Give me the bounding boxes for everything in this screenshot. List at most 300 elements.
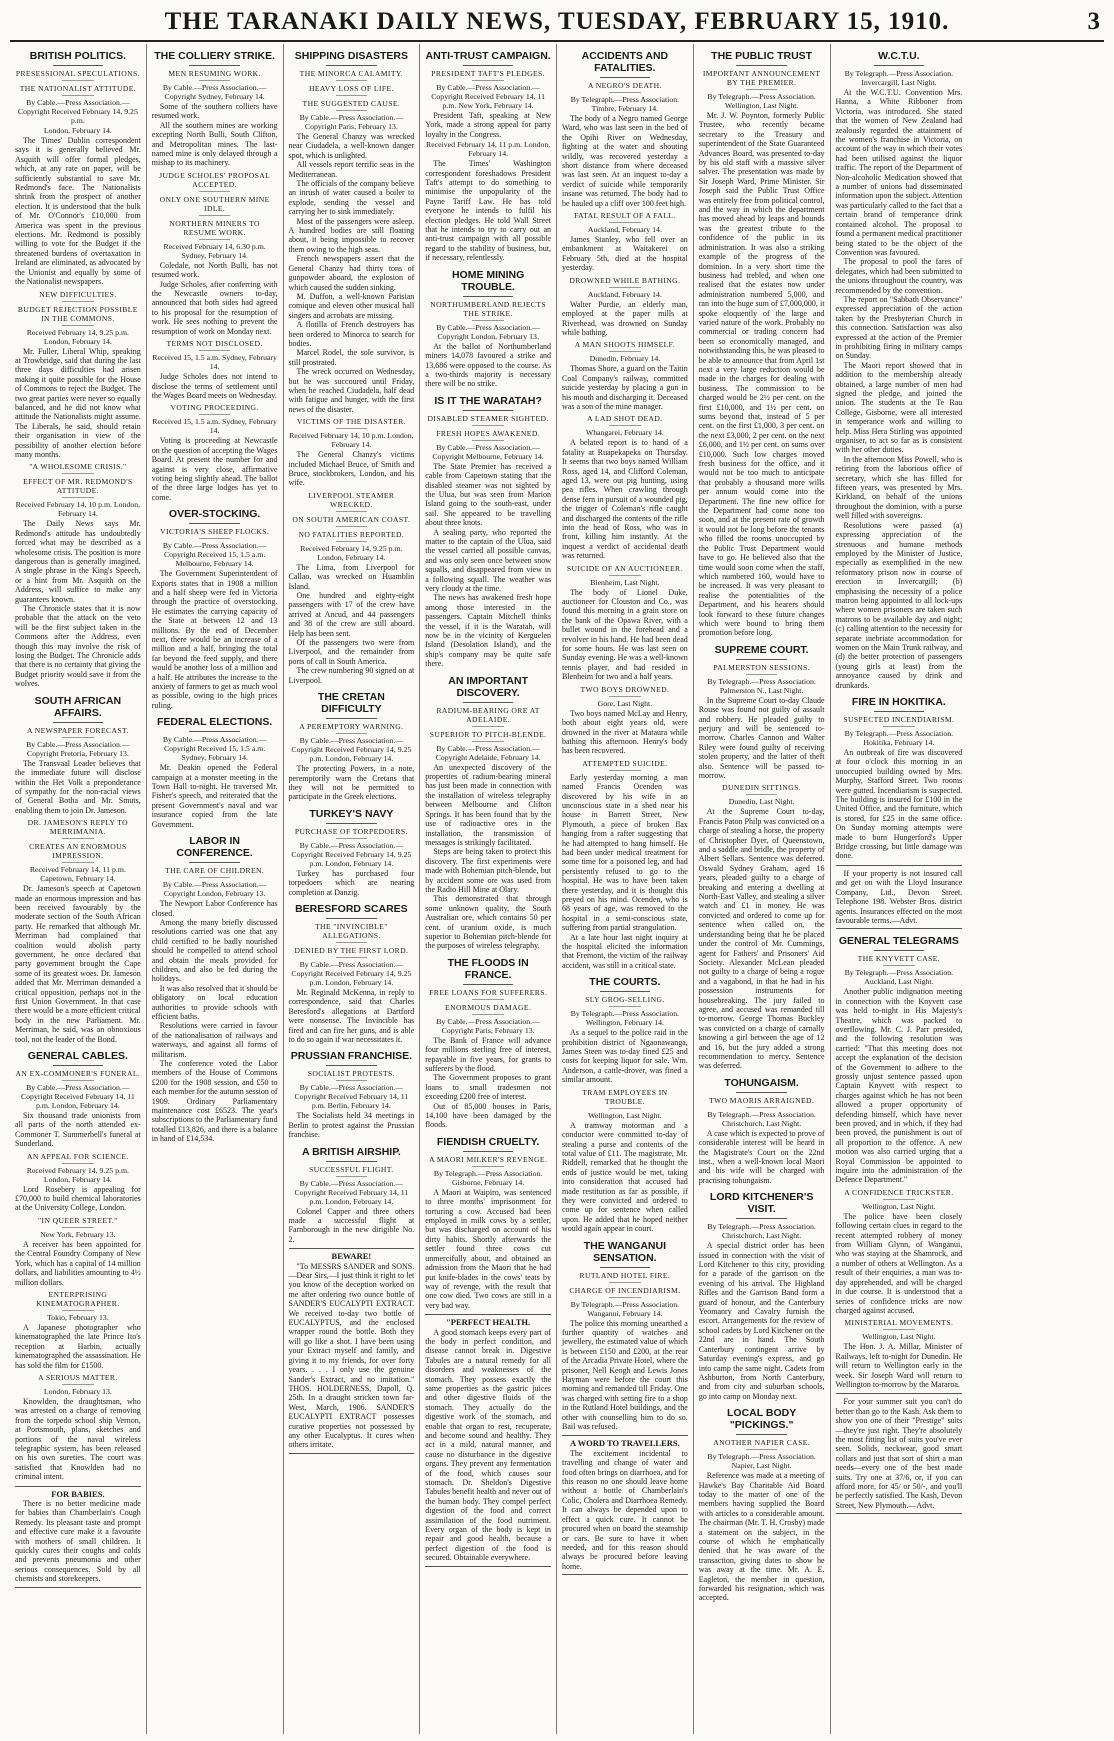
article-paragraph: Turkey has purchased four torpedoers which are nearing completion at Danzig. xyxy=(288,868,415,897)
article-headline: ACCIDENTS AND FATALITIES. xyxy=(581,50,669,74)
article-paragraph: The Government Superintendent of Exports states that in 1908 a million and a half sheep were fed in Victoria through the practice of overstocking. He estimates the carrying capacity of the State at between 12 and 13 millions. By the end of December next, there would be an increase of a million and a half, bringing the total far beyond the feed supply, and there would be another loss of a million and a half. He attributes the increase to the anxiety of farmers to get as much wool as possible, owing to the high prices ruling. xyxy=(151,569,278,710)
article-subheading: A LAD SHOT DEAD. xyxy=(587,414,663,424)
dateline: By Cable.—Press Association.—Copyright Received February 14, 11 p.m. New York, February 14. xyxy=(431,83,546,110)
headline-divider xyxy=(736,65,786,66)
article xyxy=(836,935,963,1514)
dateline: Received February 14, 9.25 p.m. London, February 14. xyxy=(300,543,403,562)
article-paragraph: The Times' Dublin correspondent says it is generally believed Mr. Asquith will offer formal pledges, which, at any rate on paper, will be sufficiently substantial to save Mr. Redmond's face. The Nationalists shrink from the prospect of another election. It is understood that the bulk of Mr. O'Connor's £10,000 from America was spent in the previous elections. Mr. Redmond is possibly willing to vote for the Budget if the threatened burdens of overtaxation in Ireland are eliminated, as advocated by the Unionist and equally by some of the Nationalist newspapers. xyxy=(15,136,141,287)
subheading-divider xyxy=(199,239,230,240)
headline-divider xyxy=(189,523,239,524)
article-subheading: THE "INVINCIBLE" ALLEGATIONS. xyxy=(315,921,388,940)
headline-divider xyxy=(326,65,376,66)
subheading-divider xyxy=(336,942,367,943)
dateline: By Cable.—Press Association.—Copyright Sydney, February 14. xyxy=(162,83,267,101)
headline-divider xyxy=(463,65,513,66)
article-subheading: NO FATALITIES REPORTED. xyxy=(298,529,405,539)
article-headline: GENERAL TELEGRAMS xyxy=(838,935,959,948)
subheading-divider xyxy=(62,473,93,474)
article-paragraph: The report on "Sabbath Observance" expressed appreciation of the action taken by the Presbyterian Church in this connection. Satisfaction was also expressed at the action of the Premier in prohibiting firing in military camps on Sunday. xyxy=(835,294,963,361)
article-subheading: A NEGRO'S DEATH. xyxy=(587,81,662,90)
article-subheading: A CONFIDENCE TRICKSTER. xyxy=(844,1187,954,1197)
article-subheading: FREE LOANS FOR SUFFERERS. xyxy=(429,987,548,997)
article-paragraph: At the ballot of Northumberland miners 14,078 favoured a strike and 13,686 were opposed to the course. As a two-thirds majority is necessary there will be no strike. xyxy=(425,341,551,389)
article-paragraph: A tramway motorman and a conductor were committed to-day of stealing a purse and contents of the total value of £11. The magistrate, Mr. Riddell, remarked that he thought the ends of justice would be met, taking into consideration that accused had made restitution as far as possible, if they were convicted and ordered to come up for sentence when called upon. He added that he hoped neither would again appear in court. xyxy=(562,1120,688,1234)
article xyxy=(152,716,278,829)
dateline: By Cable.—Press Association.—Copyright Received February 14, 9.25 p.m. xyxy=(17,98,138,125)
article-subheading: SUCCESSFUL FLIGHT. xyxy=(309,1164,394,1174)
newspaper-column xyxy=(557,44,694,1734)
subheading-divider xyxy=(746,794,777,795)
article-headline: FIENDISH CRUELTY. xyxy=(436,1135,540,1148)
article-subheading: SUPERIOR TO PITCH-BLENDE. xyxy=(429,729,547,739)
article-paragraph: Marcel Rodel, the sole survivor, is still prostrated. xyxy=(288,348,415,367)
dateline: By Cable.—Press Association.—Copyright Received February 14, 11 p.m. London, February 14. xyxy=(294,1178,409,1206)
article xyxy=(289,1050,415,1139)
subheading-divider xyxy=(336,428,367,429)
dateline: By Cable.—Press Association.—Copyright Received 15, 1.5 a.m. Sydney, February 14. xyxy=(162,735,267,763)
article-paragraph: Judge Scholes does not intend to disclose the terms of settlement until the Wages Board meets on Wednesday. xyxy=(151,372,278,400)
headline-divider xyxy=(53,65,103,66)
article-paragraph: The conference voted the Labor members of the House of Commons £200 for the 1908 session, and £50 to each member for the autumn session of 1909. Ordinary Parliamentary maintenance cost £6523. The year's subscriptions to the Parliamentary fund totalled £13,826, and there is a balance in hand of £14,534. xyxy=(151,1059,278,1144)
article-subheading: "IN QUEER STREET." xyxy=(38,1215,118,1225)
article-subheading: PRESESSIONAL SPECULATIONS. xyxy=(15,69,140,78)
article-headline: ANTI-TRUST CAMPAIGN. xyxy=(425,50,551,62)
article-paragraph: A sealing party, who reported the matter to the captain of the Ulua, said the vessel carried all possible canvas, and was only seen once between snow squalls, and disappeared from view in a following squall. The weather was very cloudy at the time. xyxy=(425,527,551,593)
article xyxy=(289,1146,415,1454)
headline-divider xyxy=(463,296,513,297)
article-subheading: DISABLED STEAMER SIGHTED. xyxy=(427,413,549,423)
article-paragraph: The Hon. J. A. Millar, Minister of Railways, left to-night for Dunedin. He will return to Wellington early in the week. Sir Joseph Ward will return to Wellington to-morrow by the Mararoa. xyxy=(835,1342,963,1389)
article-paragraph: Thomas Shore, a guard on the Taitin Coal Company's railway, committed suicide yesterday by placing a gun in his mouth and discharging it. Deceased was a son of the mine manager. xyxy=(562,364,688,411)
article-headline: FEDERAL ELECTIONS. xyxy=(156,716,273,729)
headline-divider xyxy=(736,1092,786,1093)
dateline: By Cable.—Press Association.—Copyright Received February 14, 9.25 p.m. London, February 14. xyxy=(291,840,412,868)
dateline: Wellington, Last Night. xyxy=(862,1201,936,1211)
article-paragraph: The Bank of France will advance four millions sterling free of interest, repayable in five years, for grants to sufferers by the flood. xyxy=(425,1035,551,1073)
article-paragraph: The Newport Labor Conference has closed. xyxy=(151,899,278,918)
subheading-divider xyxy=(62,325,93,326)
advertisement xyxy=(289,1248,415,1454)
article-paragraph: The police have been closely following certain clues in regard to the recent attempted robbery of money from William Glynn, of Wanganui, who was staying at the Shamrock, and a number of others at Wellington. As a result of their enquiries, a man was to-day apprehended, and will be charged in due course. It is understood that a series of confidence tricks are now charged against accused. xyxy=(835,1211,963,1315)
page-number: 3 xyxy=(1087,8,1100,35)
article xyxy=(425,675,551,951)
article-subheading: PALMERSTON SESSIONS. xyxy=(713,662,810,672)
article-subheading: NEW DIFFICULTIES. xyxy=(39,289,117,299)
article-paragraph: An unexpected discovery of the properties of radium-bearing mineral has just been made in connection with the installation of wireless telegraphy between Melbourne and Clifton Springs. It has been found that by the use of radioactive ores in the installation, the transmission of messages is strikingly facilitated. xyxy=(425,762,551,847)
dateline: Dunedin, February 14. xyxy=(589,354,661,364)
dateline: Received February 14, 9.25 p.m. London, February 14. xyxy=(26,1165,129,1184)
article-headline: BERESFORD SCARES xyxy=(295,902,408,915)
article-subheading: VICTIMS OF THE DISASTER. xyxy=(296,417,406,427)
article xyxy=(152,508,278,710)
article-subheading: SOCIALIST PROTESTS. xyxy=(307,1069,395,1079)
subheading-divider xyxy=(336,1080,367,1081)
subheading-divider xyxy=(336,541,367,542)
article-paragraph: Among the many briefly discussed resolutions carried was one that any child certified to be badly nourished should be compelled to attend school and obtain the meals provided for children, and also be fed during the holidays. xyxy=(151,917,278,984)
article-headline: LORD KITCHENER'S VISIT. xyxy=(709,1191,814,1216)
headline-divider xyxy=(326,918,376,919)
subheading-divider xyxy=(336,838,367,839)
subheading-divider xyxy=(336,957,367,958)
article-subheading: SUICIDE OF AN AUCTIONEER. xyxy=(566,563,683,573)
dateline: By Telegraph.—Press Association. Christchurch, Last Night. xyxy=(707,1222,816,1241)
headline-divider xyxy=(736,1218,786,1219)
article-paragraph: Voting is proceeding at Newcastle on the question of accepting the Wages Board. At present the number for and against is very close, affirmative voting being slightly ahead. The ballot of the three large lodges has yet to come. xyxy=(151,436,278,502)
article xyxy=(425,50,551,263)
article-paragraph: The police this morning unearthed a further quantity of watches and jewellery, the estimated value of which is between £150 and £200, at the rear of the Arcadia Private Hotel, where the prisoner, Nell Keogh and Lewis Jones Hayman were before the court this morning and remanded till Friday. One was charged with setting fire to a shop in the Rutland Hotel buildings, and the other with counselling him to do so. Bail was refused. xyxy=(562,1318,688,1432)
article-paragraph: At the Supreme Court to-day, Francis Paton Philp was convicted on a charge of stealing a horse, the property of Christopher Dyer, of Queenstown, and a saddle and bridle, the property of Albert Sellars. Sentence was deferred. Oswald Sydney Graham, aged 16 years, pleaded guilty to a charge of breaking and entering a dwelling at North-East Valley, and stealing a silver watch and £1 in money. He was convicted and ordered to come up for sentence when called on, the understanding being that he be placed under the control of Mr. Cummings, agent for Fathers' and Prisoners' Aid Society. Alexander McLean pleaded not guilty to a charge of being a rogue and a vagabond, in that he had in his possession instruments for housebreaking. The jury failed to agree, and accused was remanded till to-morrow. George Thomas Buckley was convicted on a charge of carnally knowing a girl between the age of 12 and 16, but the jury added a strong recommendation to mercy. Sentence was deferred. xyxy=(698,807,825,1071)
article-paragraph: Knowlden, the draughtsman, who was arrested on a charge of removing from the torpedo school ship Vernon, at Portsmouth, plans, sketches and portions of the naval wireless telegraphic system, has been released on his own sureties. The court was satisfied that Knowlden had no criminal intent. xyxy=(15,1396,141,1482)
dateline: Received February 14, 6.30 p.m. Sydney, February 14. xyxy=(163,241,266,260)
article-paragraph: Steps are being taken to protect this discovery. The first experiments were made with Bohemian pitch-blende, but by accident some ore was used from the Radio Hill Mine at Olary. xyxy=(425,847,551,894)
subheading-divider xyxy=(472,726,503,727)
article-paragraph: The body of a Negro named George Ward, who was last seen in the bed of the Opihi River on Wednesday, fighting at the water and shouting wildly, was recovered yesterday a short distance from where deceased was last seen. At an inquest to-day a verdict of suicide while temporarily insane was returned. The body had to be hauled up a cliff over 100 feet high. xyxy=(562,114,688,208)
article-subheading: FRESH HOPES AWAKENED. xyxy=(436,428,541,438)
dateline: By Telegraph.—Press Association. Wellington, Last Night. xyxy=(707,92,816,110)
dateline: Received February 14, 10 p.m. London, February 14. xyxy=(289,431,414,450)
dateline: Received 15, 1.5 a.m. Sydney, February 14. xyxy=(152,417,277,436)
article-paragraph: Some of the southern colliers have resumed work. xyxy=(151,102,278,121)
article-subheading: ONLY ONE SOUTHERN MINE IDLE. xyxy=(159,194,270,213)
dateline: By Telegraph.—Press Association. Timbre, February 14. xyxy=(570,95,680,113)
subheading-divider xyxy=(62,737,93,738)
article xyxy=(836,50,963,690)
article-paragraph: The Times' Washington correspondent foreshadows President Taft's attempt to do something to minimise the unpopularity of the Payne Tariff Law. He has told everyone he intends to fulfil his election pledges. He told Wall Street that he intends to try to carry out an anti-trust campaign with all possible regard to the stability of business, but, if necessary, relentlessly. xyxy=(425,159,551,263)
subheading-divider xyxy=(199,191,230,192)
article-paragraph: Coledale, not North Bulli, has not resumed work. xyxy=(151,260,278,280)
article-headline: HOME MINING TROUBLE. xyxy=(451,268,525,293)
article-headline: LOCAL BODY "PICKINGS." xyxy=(727,1407,797,1432)
article-subheading: AN APPEAL FOR SCIENCE. xyxy=(26,1151,129,1161)
headline-divider xyxy=(326,718,376,719)
article-subheading: HEAVY LOSS OF LIFE. xyxy=(308,84,394,93)
article xyxy=(699,1407,825,1603)
article xyxy=(15,50,141,689)
subheading-divider xyxy=(746,89,777,90)
subheading-divider xyxy=(609,287,640,288)
article-paragraph: A case which is expected to prove of considerable interest will be heard in the Magistrate's Court on the 22nd inst., when a well-known local Maori and his wife will be charged with practising tohungaism. xyxy=(698,1128,825,1185)
headline-divider xyxy=(463,702,513,703)
article-headline: SHIPPING DISASTERS xyxy=(294,50,408,62)
article-subheading: PRESIDENT TAFT'S PLEDGES. xyxy=(431,69,545,78)
advertisement xyxy=(425,1314,551,1567)
article-paragraph: The Chronicle states that it is now probable that the attack on the veto will be the first subject taken in the Commons after the Address, even though this may involve the risk of losing the Budget. The Chronicle adds that there is no certainty that giving the Budget priority would save it from the wolves. xyxy=(15,604,141,689)
article-subheading: EFFECT OF MR. REDMOND'S ATTITUDE. xyxy=(23,477,133,496)
newspaper-column xyxy=(420,44,557,1734)
dateline: Received February 14, 10 p.m. London, February 14. xyxy=(15,500,141,519)
article-paragraph: It was also resolved that it should be obligatory on local education authorities to provide schools with efficient baths. xyxy=(151,983,278,1021)
article-headline: SOUTH AFRICAN AFFAIRS. xyxy=(34,694,122,719)
article xyxy=(836,696,963,929)
headline-divider xyxy=(326,1065,376,1066)
subheading-divider xyxy=(609,1006,640,1007)
dateline: By Telegraph.—Press Association. Invercargill, Last Night. xyxy=(844,69,954,87)
article-subheading: DROWNED WHILE BATHING. xyxy=(569,275,681,285)
dateline: Tokio, February 13. xyxy=(46,1312,109,1322)
dateline: By Cable.—Press Association.—Copyright Adelaide, February 14. xyxy=(435,743,541,762)
article-subheading: THE CARE OF CHILDREN. xyxy=(165,866,265,876)
subheading-divider xyxy=(883,1329,915,1330)
article-headline: LABOR IN CONFERENCE. xyxy=(176,835,253,860)
article xyxy=(699,1077,825,1185)
subheading-divider xyxy=(609,575,640,576)
article-paragraph: French newspapers assert that the General Chanzy had thirty tons of gunpowder aboard, the explosion of which caused the sudden sinking. xyxy=(288,254,415,292)
advertisement-title: FOR BABIES. xyxy=(51,1488,105,1499)
subheading-divider xyxy=(62,1227,93,1228)
article-paragraph: President Taft, speaking at New York, made a strong appeal for party loyalty in the Congress. xyxy=(425,111,551,139)
dateline: By Cable.—Press Association.—Copyright Paris, February 13. xyxy=(436,1016,540,1035)
headline-divider xyxy=(874,950,925,951)
article xyxy=(425,1136,551,1567)
headline-divider xyxy=(189,862,239,863)
subheading-divider xyxy=(472,320,503,321)
advertisement xyxy=(15,1486,141,1588)
dateline: By Telegraph.—Press Association. Christchurch, Last Night. xyxy=(707,1109,816,1128)
dateline: By Cable.—Press Association.—Copyright Received 15, 1.5 a.m. Melbourne, February 14. xyxy=(162,541,267,569)
subheading-divider xyxy=(199,215,230,216)
headline-divider xyxy=(874,711,925,712)
article-paragraph: The Government proposes to grant loans to small tradesmen not exceeding £200 free of interest. xyxy=(425,1073,551,1102)
headline-divider xyxy=(736,659,786,660)
article-subheading: RUTLAND HOTEL FIRE. xyxy=(579,1270,671,1280)
subheading-divider xyxy=(336,733,367,734)
article-subheading: ANOTHER NAPIER CASE. xyxy=(713,1438,811,1448)
article-paragraph: Another public indignation meeting in connection with the Knyvett case was held to-night in His Majesty's Theatre, which was packed to overflowing. Mr. C. J. Parr presided, and the following resolution was carried: "That this meeting does not accept the explanation of the decision of the Government to adhere to the grossly unjust sentence passed upon Captain Knyvett with respect to charges against which he has not been allowed a proper opportunity of defending himself, which have never been proved, and in which, if they had been proved, the punishment is out of all proportion to the offence. A new motion was also carried urging that a Royal Commission be appointed to inquire into the administration of the Defence Department." xyxy=(835,987,963,1185)
article-paragraph: Colonel Capper and three others made a successful flight at Farnborough in the new dirigible No. 2. xyxy=(288,1206,415,1244)
article-paragraph: The news has awakened fresh hope among those interested in the passengers. Captain Mitchell thinks the vessel, if it is the Waratah, will now be in the vicinity of Kerguelen Island (Desolation Island), and the ship's company may be quite safe there. xyxy=(425,593,551,669)
subheading-divider xyxy=(199,414,230,415)
advertisement-text: "To MESSRS SANDER and SONS.—Dear Sirs,—I just think it right to let you know of the deception worked on me after ordering two ounce bottle of SANDER'S EUCALYPTI EXTRACT. We received to-day two bottle of EUCALYPTUS, and the enclosed wrapper round the bottle. Both they will go like a shot. I have been using your Extract myself and family, and giving it to my friends, for over forty years. . . . I only use the genuine Sander's Extract, and no imitation." THOS. HOLDERNESS, Dapoll, Q. 25th. In a draught stricken town far-West, March, 1906. SANDER'S EUCALYPTI EXTRACT possesses curative properties not possessed by any other Eucalyptus. It cures when others irritate. xyxy=(288,1261,415,1450)
article-paragraph: James Stanley, who fell over an embankment at Waitakerei on February 5th, died at the hospital yesterday. xyxy=(562,235,688,273)
article xyxy=(425,269,551,389)
article-headline: THE COURTS. xyxy=(589,976,661,989)
article-headline: TURKEY'S NAVY xyxy=(309,807,394,820)
newspaper-column xyxy=(694,44,831,1734)
advertisement-text: For your summer suit you can't do better than go to the Kash. Ask them to show you one of their "Prestige" suits—they're just right. They're absolutely the most fitting list of suits you've ever seen. Solids, neckwear, good smart collars and just that sort of shirt a man needs—every one of the best made suits. Try one at 37/6, or, if you can afford more, for 45/ or 50/-, and you'll be perfectly satisfied. The Kash, Devon Street, New Plymouth.—Advt. xyxy=(835,1397,963,1510)
article xyxy=(425,957,551,1130)
subheading-divider xyxy=(609,696,640,697)
article-subheading: ON SOUTH AMERICAN COAST. xyxy=(292,514,411,524)
newspaper-column xyxy=(147,44,284,1734)
article xyxy=(289,903,415,1044)
article xyxy=(562,976,688,1233)
headline-divider xyxy=(53,1065,103,1066)
dateline: By Telegraph.—Press Association. Auckland, Last Night. xyxy=(844,968,954,987)
headline-divider xyxy=(189,731,239,732)
article-paragraph: All the southern mines are working excepting North Bulli, South Clifton, and Metropolitan mines. The last-named mine is only delayed through a mishap to its machinery. xyxy=(151,120,278,168)
article-paragraph: The protecting Powers, in a note, peremptorily warn the Cretans that they will not be permitted to participate in the Greek elections. xyxy=(288,764,415,802)
subheading-divider xyxy=(883,726,915,727)
dateline: New York, February 13. xyxy=(40,1229,116,1239)
subheading-divider xyxy=(472,1166,503,1167)
article-headline: THE FLOODS IN FRANCE. xyxy=(447,956,529,981)
article-paragraph: The Socialists held 34 meetings in Berlin to protest against the Prussian franchise. xyxy=(288,1111,415,1140)
dateline: Received 15, 1.5 a.m. Sydney, February 14. xyxy=(152,353,277,372)
article xyxy=(562,1240,688,1576)
article-subheading: THE SUGGESTED CAUSE. xyxy=(302,99,401,108)
newspaper-title: THE TARANAKI DAILY NEWS, TUESDAY, FEBRUARY 15, 1910. xyxy=(164,8,950,35)
dateline: By Cable.—Press Association.—Copyright Received February 14, 11 p.m. London, February 14. xyxy=(20,1083,135,1111)
subheading-divider xyxy=(609,1282,640,1283)
article-headline: SUPREME COURT. xyxy=(714,643,809,656)
article-paragraph: In the Supreme Court to-day Claude Rouse was found not guilty of assault and robbery. He pleaded guilty to perjury and will be sentenced to-morrow. Charles Cannon and Walter Riley were found guilty of receiving stolen property, and the latter of theft also. Sentence will be passed to-morrow. xyxy=(698,695,825,780)
article-paragraph: Mr. Reginald McKenna, in reply to correspondence, said that Charles Beresford's allegations at Dartford were nonsense. The Invincible has fired and can fire her guns, and is able to do so again if war necessitates it. xyxy=(288,987,415,1044)
dateline: London, February 14. xyxy=(43,126,112,135)
advertisement xyxy=(836,865,963,929)
subheading-divider xyxy=(609,1108,640,1109)
article-subheading: VICTORIA'S SHEEP FLOCKS. xyxy=(160,527,270,537)
subheading-divider xyxy=(609,92,640,93)
dateline: Blenheim, Last Night. xyxy=(590,577,660,587)
advertisement-title: BEWARE! xyxy=(331,1251,372,1262)
article-subheading: CREATES AN ENORMOUS IMPRESSION. xyxy=(29,842,127,861)
article-headline: AN IMPORTANT DISCOVERY. xyxy=(448,674,528,699)
article-subheading: VOTING PROCEEDING. xyxy=(170,403,259,413)
subheading-divider xyxy=(199,538,230,539)
article-paragraph: In the afternoon Miss Powell, who is retiring from the laborious office of secretary, which she has filled for fifteen years, was presented by Mrs. Kirkland, on behalf of the unions throughout the dominion, with a purse well filled with sovereigns. xyxy=(835,454,963,521)
dateline: Wellington, Last Night. xyxy=(862,1332,936,1342)
article-subheading: JUDGE SCHOLES' PROPOSAL ACCEPTED. xyxy=(159,170,271,189)
article-headline: FIRE IN HOKITIKA. xyxy=(851,696,946,708)
article-subheading: "A WHOLESOME CRISIS." xyxy=(29,462,127,472)
article-subheading: SUSPECTED INCENDIARISM. xyxy=(843,715,955,724)
article-subheading: ATTEMPTED SUICIDE. xyxy=(582,758,668,768)
article-subheading: PURCHASE OF TORPEDOERS. xyxy=(294,826,408,836)
subheading-divider xyxy=(609,1297,640,1298)
article xyxy=(15,695,141,1044)
dateline: By Telegraph.—Press Association. Gisborne, February 14. xyxy=(433,1168,543,1187)
advertisement-text: There is no better medicine made for babies than Chamberlain's Cough Remedy. Its pleasant taste and prompt and effective cure make it a favourite with mothers of small children. It quickly cures their coughs and colds and prevents pneumonia and other serious consequences. Sold by all chemists and storekeepers. xyxy=(15,1499,141,1584)
subheading-divider xyxy=(336,80,367,81)
advertisement xyxy=(562,1435,688,1575)
article-paragraph: The Maori report showed that in addition to the membership already obtained, a large number of men had signed the pledge, and joined the union. The students at the Te Rau College, Gisborne, were all interested in temperance work and willing to help. Miss Hera Stirling was appointed organiser, to act so far as is consistent with her other duties. xyxy=(835,360,963,455)
article-headline: BRITISH POLITICS. xyxy=(29,50,126,62)
advertisement-title: A WORD TO TRAVELLERS. xyxy=(569,1438,680,1449)
article-subheading: THE NATIONALIST ATTITUDE. xyxy=(19,84,137,93)
article-paragraph: Out of 85,000 houses in Paris, 14,100 have been damaged by the floods. xyxy=(425,1101,551,1130)
subheading-divider xyxy=(62,1163,93,1164)
dateline: By Telegraph.—Press Association. Wellington, February 14. xyxy=(570,1009,680,1028)
article-paragraph: The wreck occurred on Wednesday, but he was succoured until Friday, when he reached Ciudadela, half dead with fatigue and hunger, with the first news of the disaster. xyxy=(288,367,415,414)
subheading-divider xyxy=(883,1199,915,1200)
article-paragraph: A flotilla of French destroyers has been ordered to Minorca to search for bodies. xyxy=(288,320,415,348)
article-headline: A BRITISH AIRSHIP. xyxy=(301,1145,401,1158)
subheading-divider xyxy=(62,497,93,498)
subheading-divider xyxy=(62,1080,93,1081)
subheading-divider xyxy=(336,1176,367,1177)
subheading-divider xyxy=(746,1449,777,1450)
article-subheading: TRAM EMPLOYEES IN TROUBLE. xyxy=(582,1087,668,1106)
article-subheading: MEN RESUMING WORK. xyxy=(168,69,261,78)
subheading-divider xyxy=(62,838,93,839)
dateline: Auckland, February 14. xyxy=(587,225,662,235)
dateline: Whangarei, February 14. xyxy=(585,428,664,438)
dateline: By Cable.—Press Association.—Copyright Melbourne, February 14. xyxy=(432,442,544,461)
article-subheading: DR. JAMESON'S REPLY TO MERRIMANIA. xyxy=(27,818,129,837)
article-paragraph: The officials of the company believe an inrush of water caused a boiler to explode, sending the vessel and carrying her to sink immediately. xyxy=(288,179,415,217)
dateline: By Cable.—Press Association.—Copyright London, February 13. xyxy=(436,322,540,341)
article xyxy=(15,1050,141,1588)
advertisement-title: "PERFECT HEALTH. xyxy=(446,1317,531,1328)
dateline: By Telegraph.—Press Association. Wanganui, February 14. xyxy=(570,1299,680,1318)
article-subheading: A MAN SHOOTS HIMSELF. xyxy=(574,340,675,350)
dateline: Dunedin, Last Night. xyxy=(728,797,795,807)
article-paragraph: Early yesterday morning a man named Francis Ocenden was discovered by his wife in an unconscious state in a shed near his house in Barrett Street, New Plymouth, a piece of broken flax hanging from a rafter suggesting that he had attempted to hang himself. He had been under medical treatment for some time for a poisoned leg, and had persistently refused to go to the hospital. He was to have been taken there yesterday, and it is thought this preyed on his mind. Ocenden, who is 68 years of age, was removed to the hospital in a semi-conscious state, suffering from partial strangulation. xyxy=(562,772,688,933)
dateline: Received February 14, 11 p.m. Capetown, February 14. xyxy=(29,865,126,884)
article xyxy=(562,50,688,970)
dateline: By Cable.—Press Association.—Copyright Received February 14, 9.25 p.m. London, February 14. xyxy=(291,736,412,764)
headline-divider xyxy=(600,991,650,992)
dateline: Wellington, Last Night. xyxy=(588,1110,662,1120)
subheading-divider xyxy=(199,80,230,81)
subheading-divider xyxy=(336,511,367,512)
article-paragraph: At the W.C.T.U. Convention Mrs. Hanna, a White Ribboner from Victoria, was introduced. She stated that the women of New Zealand had zealously regarded the attainment of the women's franchise in Victoria, on account of the way in which their votes had been utilised against the liquor traffic. The report of the Department of Non-alcoholic Medication showed that a number of unions had disseminated information upon the subject. Attention was particularly called to the fact that a certain brand of temperance drink contained alcohol. The proposal to found a permanent medical practitioner being stated to be the object of the Convention was favoured. xyxy=(835,88,963,257)
article-paragraph: Mr. J. W. Poynton, formerly Public Trustee, who recently became secretary to the Treasury and superintendent of the State Guaranteed Advances Board, was presented to-day by his old staff with a massive silver salver. The presentation was made by Sir Joseph Ward, Prime Minister. Sir Joseph said the Public Trust Office was entirely free from political control, and the way in which the department has moved ahead by leaps and bounds was the greatest tribute to the confidence of the public in its administration. It was also a striking example of the progress of the dominion. In a very short time the business had trebled, and when one realised that the estates now under administration numbered 5,000, and ran into the huge sum of £7,000,000, it spoke eloquently of the large and varied nature of the work. Probably no commercial or trading concern had been so economically managed, and notwithstanding this, he was pleased to be able to announce that from April 1st next a very large reduction would be made in the charges for dealing with business. The commission to be charged would be 2½ per cent. on the first £10,000, and 1½ per cent. on sums beyond that, instead of 5 per cent. on the first £1,000, 3 per cent. on the next £3,000, 2 per cent. on the next £6,000, and 1½ per cent. on sums over £10,000. Such low charges moved fresh business for the office, and it would not be too much to anticipate that probably a thousand more wills per annum would come into the Department. The fine new office for the Department had come none too soon, and at the present rate of growth it would not be long before the tenants who filled the rooms unoccupied by the Public Trust Department would have to go. He believed also that the time would soon come when the staff, which numbered 160, would have to be increased. It was very pleasant to realise the potentialities of the Department, and his hearers should look forward to these future changes which were bound to bring them promotion before long. xyxy=(698,111,825,638)
article-subheading: A MAORI MILKER'S REVENGE. xyxy=(429,1154,548,1164)
article-paragraph: A belated report is to hand of a fatality at Ruapekapeka on Thursday. It seems that two boys named William Ross, aged 14, and Clifford Coleman, aged 13, were out pig hunting, using pea rifles. When crawling through dense fern in pursuit of a wounded pig, the trigger of Coleman's rifle caught and discharged the contents of the rifle into the head of Ross, who was in front, killing him instantly. At the inquest a verdict of accidental death was returned. xyxy=(562,438,688,561)
article-paragraph: The Transvaal Leader believes that the immediate future will disclose within the Het Volk a preponderance of sympathy for the non-racial views of General Botha and Mr. Smuts, enabling them to join Dr. Jameson. xyxy=(15,758,141,815)
article-subheading: SLY GROG-SELLING. xyxy=(585,995,665,1005)
article-paragraph: At a late hour last night inquiry at the hospital elicited the information that Fremont, the victim of the railway accident, was still in a critical state. xyxy=(562,932,688,970)
article-headline: THE WANGANUI SENSATION. xyxy=(583,1239,666,1264)
article-subheading: TERMS NOT DISCLOSED. xyxy=(166,339,263,349)
newspaper-column xyxy=(831,44,968,1734)
subheading-divider xyxy=(336,95,367,96)
dateline: London, February 13. xyxy=(43,1386,112,1396)
article-subheading: A SERIOUS MATTER. xyxy=(38,1372,118,1382)
article-paragraph: The Daily News says Mr. Redmond's attitude has undoubtedly forced what may be described as a wholesome crisis. The position is more dangerous than is generally imagined. A single phrase in the King's Speech, or a hint from Mr. Asquith on the Address, will suffice to make any guarantees known. xyxy=(15,519,141,604)
subheading-divider xyxy=(199,877,230,878)
headline-divider xyxy=(736,1434,786,1435)
dateline: Received February 14, 11 p.m. London, February 14. xyxy=(426,140,551,159)
subheading-divider xyxy=(746,1107,777,1108)
masthead xyxy=(10,6,1104,42)
article-subheading: FATAL RESULT OF A FALL. xyxy=(574,211,676,221)
headline-divider xyxy=(326,823,376,824)
headline-divider xyxy=(53,722,103,723)
article-subheading: IMPORTANT ANNOUNCEMENT BY THE PREMIER. xyxy=(702,69,821,87)
dateline: By Telegraph.—Press Association. Palmerston N., Last Night. xyxy=(707,676,816,695)
article-paragraph: A Maori at Waipiro, was sentenced to three months' imprisonment for torturing a cow. Accused had been employed in milk cows by a settler, but was discharged on account of his dirty habits. Shortly afterwards the settler found three cows cut unmercifully about, and obtained an admission from the Maori that he had put knife-blades in the cows' teats by way of revenge, with the result that one cow died. Two cows are still in a very bad way. xyxy=(425,1187,551,1310)
article-subheading: THE MINORCA CALAMITY. xyxy=(299,69,404,78)
article-paragraph: An outbreak of fire was discovered at four o'clock this morning in an unoccupied building owned by Mrs. Murphy, Stafford Street. Two rooms were gutted. Incendiarism is suspected. The building is insured for £100 in the United Office, and the furniture, which is stored, for £25 in the same office. On Sunday morning attempts were made to burn Hungerford's Upper Bridge crossing, but little damage was done. xyxy=(835,748,963,861)
newspaper-column xyxy=(10,44,147,1734)
article-paragraph: Mr. Fuller, Liberal Whip, speaking at Trowbridge, said that during the last three days difficulties had arisen making it quite possible for the House of Commons to reject the Budget. The two great parties were never so equally balanced, and he did not know what attitude the Nationalists might assume. The Liberals, he said, should retain their organisation in view of the possibility of another election before many months. xyxy=(15,346,141,459)
article-paragraph: Walter Purdie, an elderly man, employed at the paper mills at Riverhead, was drowned on Sunday while bathing. xyxy=(562,299,688,337)
headline-divider xyxy=(189,65,239,66)
article-subheading: TWO BOYS DROWNED. xyxy=(580,684,670,694)
article-headline: THE CRETAN DIFFICULTY xyxy=(317,691,385,716)
subheading-divider xyxy=(336,110,367,111)
dateline: Received February 14, 9.25 p.m. London, February 14. xyxy=(26,327,129,346)
article-headline: GENERAL CABLES. xyxy=(27,1050,128,1063)
article-subheading: ENTERPRISING KINEMATOGRAPHER. xyxy=(36,1289,120,1308)
article-subheading: AN EX-COMMONER'S FUNERAL. xyxy=(15,1069,141,1079)
subheading-divider xyxy=(62,862,93,863)
article-subheading: BUDGET REJECTION POSSIBLE IN THE COMMONS. xyxy=(17,304,138,323)
article-paragraph: This demonstrated that through some unknown quality, the South Australian ore, which contains 50 per cent. of uranium oxide, is much superior to Bohemian pitch-blende for the purposes of wireless telegraphy. xyxy=(425,894,551,951)
article-paragraph: The crew numbering 90 signed on at Liverpool. xyxy=(288,666,415,685)
dateline: By Cable.—Press Association.—Copyright Paris, February 13. xyxy=(299,113,404,131)
dateline: By Cable.—Press Association.—Copyright Received February 14, 9.25 p.m. London, February 14. xyxy=(291,959,412,987)
article-subheading: NORTHERN MINERS TO RESUME WORK. xyxy=(169,218,260,237)
article xyxy=(289,808,415,897)
subheading-divider xyxy=(62,301,93,302)
article-paragraph: A receiver has been appointed for the Central Foundry Company of New York, which has a capital of 14 million dollars, and liabilities amounting to 4½ million dollars. xyxy=(15,1239,141,1287)
article-paragraph: The proposal to pool the fares of delegates, which had been submitted to the unions throughout the country, was recommended by the convention. xyxy=(835,257,963,295)
article-headline: W.C.T.U. xyxy=(878,50,920,62)
article-paragraph: Lord Rosebery is appealing for £70,000 to build chemical laboratories at the University College, London. xyxy=(15,1184,141,1213)
